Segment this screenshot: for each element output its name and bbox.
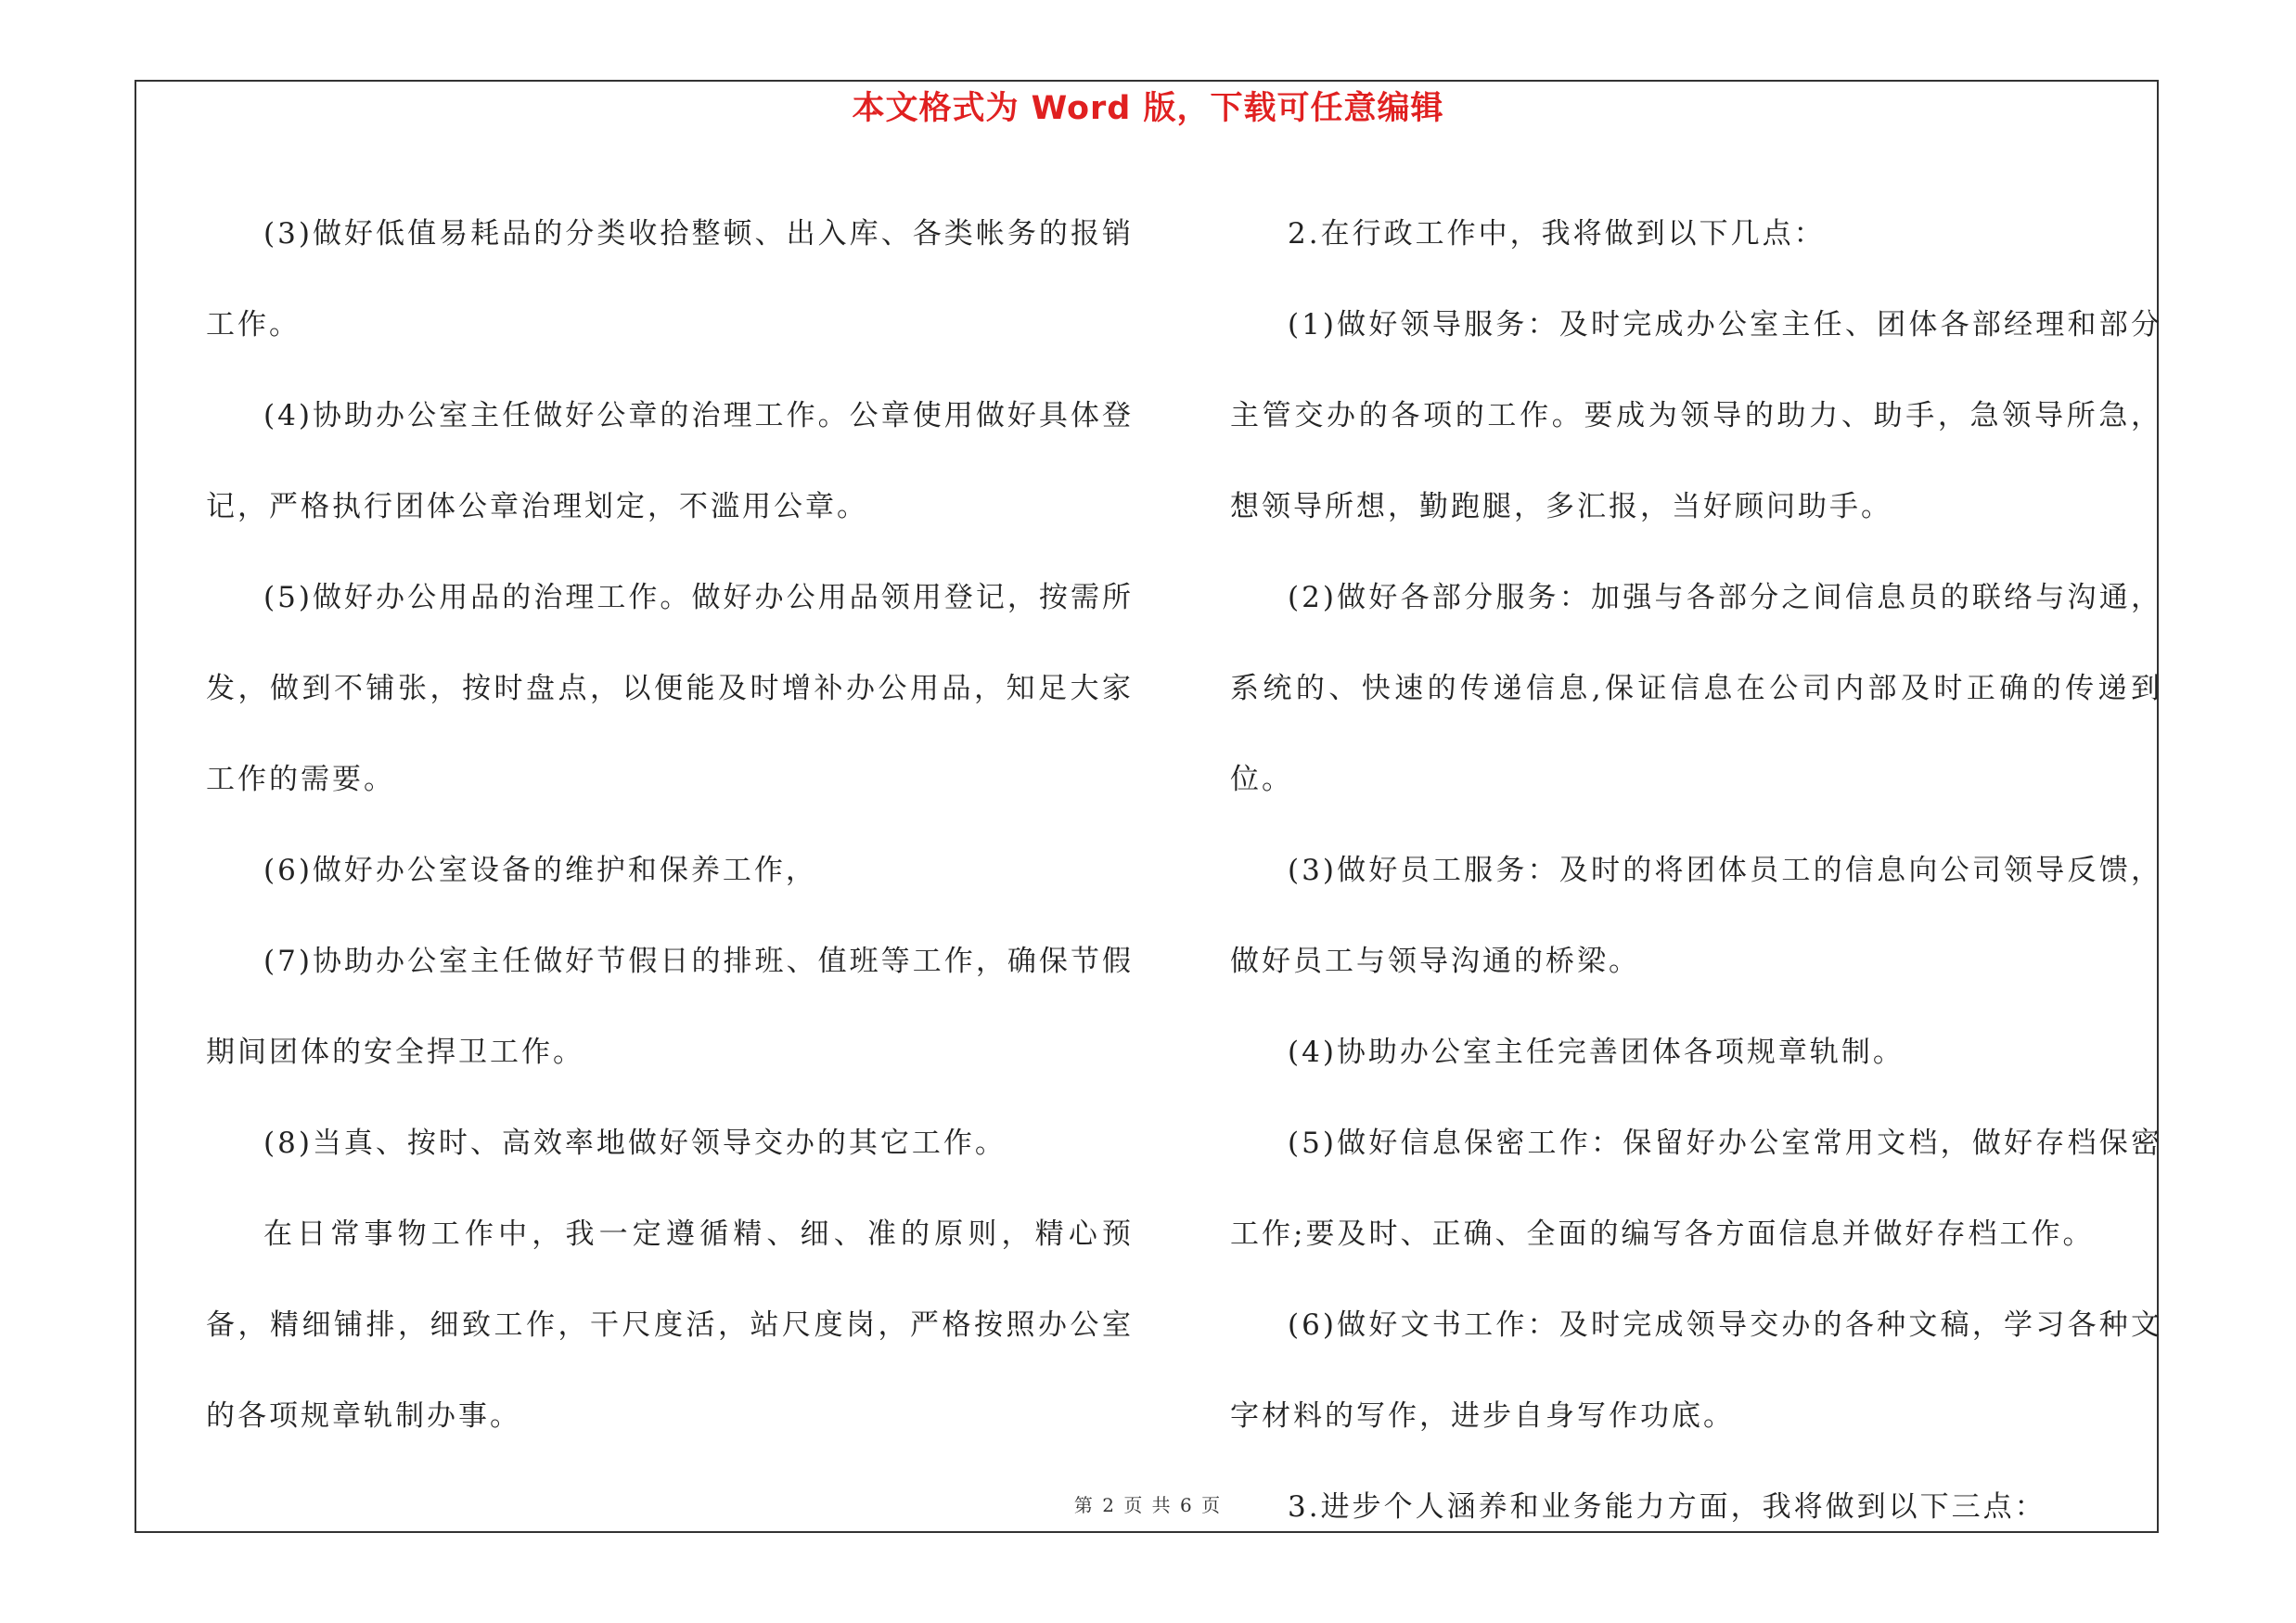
paragraph: (3)做好低值易耗品的分类收拾整顿、出入库、各类帐务的报销工作。 (206, 217, 1134, 341)
paragraph: (6)做好办公室设备的维护和保养工作， (263, 854, 817, 887)
paragraph: (8)当真、按时、高效率地做好领导交办的其它工作。 (263, 1127, 1007, 1160)
format-banner: 本文格式为 Word 版，下载可任意编辑 (852, 90, 1444, 127)
paragraph: 2.在行政工作中，我将做到以下几点： (1288, 217, 1826, 251)
paragraph: 在日常事物工作中，我一定遵循精、细、准的原则，精心预备，精细铺排，细致工作，干尺度活，站尺度岗，严格按照办公室的各项规章轨制办事。 (206, 1217, 1134, 1433)
paragraph: (7)协助办公室主任做好节假日的排班、值班等工作，确保节假期间团体的安全捍卫工作。 (206, 945, 1134, 1069)
left-column (206, 188, 1134, 1462)
paragraph: (1)做好领导服务：及时完成办公室主任、团体各部经理和部分主管交办的各项的工作。要成为领导的助力、助手，急领导所急，想领导所想，勤跑腿，多汇报，当好顾问助手。 (1230, 308, 2162, 523)
paragraph: 3.进步个人涵养和业务能力方面，我将做到以下三点： (1288, 1490, 2046, 1524)
paragraph: (3)做好员工服务：及时的将团体员工的信息向公司领导反馈，做好员工与领导沟通的桥梁。 (1230, 854, 2162, 978)
paragraph: (5)做好信息保密工作：保留好办公室常用文档，做好存档保密工作;要及时、正确、全面的编写各方面信息并做好存档工作。 (1230, 1127, 2162, 1251)
paragraph: (2)做好各部分服务：加强与各部分之间信息员的联络与沟通，系统的、快速的传递信息,保证信息在公司内部及时正确的传递到位。 (1230, 581, 2162, 796)
paragraph: (5)做好办公用品的治理工作。做好办公用品领用登记，按需所发，做到不铺张，按时盘点，以便能及时增补办公用品，知足大家工作的需要。 (206, 581, 1134, 796)
page-number-footer: 第 2 页 共 6 页 (1073, 1494, 1223, 1516)
paragraph: (4)协助办公室主任做好公章的治理工作。公章使用做好具体登记，严格执行团体公章治理划定，不滥用公章。 (206, 399, 1134, 523)
paragraph: (6)做好文书工作：及时完成领导交办的各种文稿，学习各种文字材料的写作，进步自身写作功底。 (1230, 1308, 2162, 1433)
right-column (1230, 188, 2162, 1552)
paragraph: (4)协助办公室主任完善团体各项规章轨制。 (1288, 1036, 1905, 1069)
